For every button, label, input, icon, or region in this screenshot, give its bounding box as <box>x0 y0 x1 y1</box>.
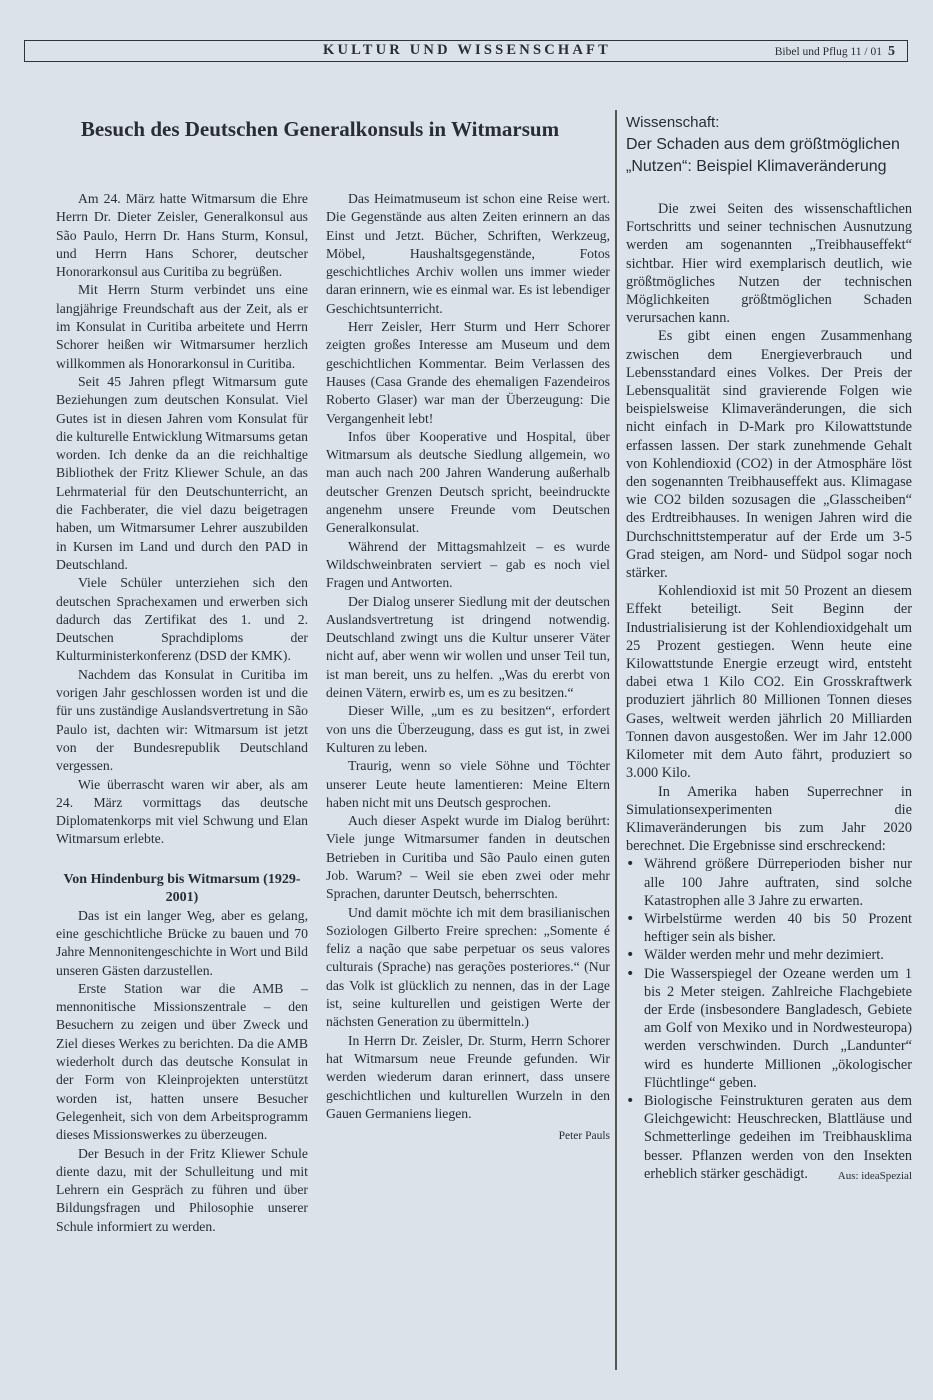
paragraph: Die zwei Seiten des wissenschaftlichen Fortschritts und seiner technischen Ausnutzung werden am sogenannten „Treibhauseffekt“ sichtbar. Hier wird exemplarisch deutlich, wie größtmögliches Nutzen der technischen Möglichkeiten größtmöglichen Schaden verursachen kann. <box>626 201 912 327</box>
bullet-text: Wälder werden mehr und mehr dezimiert. <box>644 947 884 964</box>
science-article <box>626 112 912 1185</box>
science-title: Der Schaden aus dem größtmöglichen „Nutzen“: Beispiel Klimaveränderung <box>626 136 900 175</box>
bullet-text: Während größere Dürreperioden bisher nur alle 100 Jahre auftraten, sind solche Katastrophen alle 3 Jahre zu erwarten. <box>644 856 912 909</box>
bullet-text: Biologische Feinstrukturen geraten aus dem Gleichgewicht: Heuschrecken, Blattläuse und Schmetterlinge gedeihen im Treibhausklima besser. Pflanzen werden von den Insekten erheblich stärker geschädigt. <box>644 1092 912 1182</box>
paragraph: Seit 45 Jahren pflegt Witmarsum gute Beziehungen zum deutschen Konsulat. Viel Gutes ist in diesen Jahren vom Konsulat für die kulturelle Entwicklung Witmarsums getan worden. Ich denke da an die reichhaltige Bibliothek der Fritz Kliewer Schule, an das Lehrmaterial für den Deutschunterricht, an die Fachberater, die viel dazu beigetragen haben, um Witmarsumer Lehrer auszubilden in Kursen im Land und durch den PAD in Deutschland. <box>56 373 308 572</box>
paragraph: Viele Schüler unterziehen sich den deutschen Sprachexamen und erwerben sich dadurch das Zertifikat des 1. und 2. Deutschen Sprachdiploms der Kulturministerkonferenz (DSD der KMK). <box>56 575 308 664</box>
bullet-icon: • <box>626 856 635 873</box>
issue-label: Bibel und Pflug 11 / 01 <box>774 46 882 58</box>
paragraph: In Herrn Dr. Zeisler, Dr. Sturm, Herrn Schorer hat Witmarsum neue Freunde gefunden. Wir werden wiederum daran erinnert, dass unsere geschichtlichen und kulturellen Wurzeln in den Gauen Germaniens liegen. <box>326 1032 610 1121</box>
paragraph: Der Besuch in der Fritz Kliewer Schule diente dazu, mit der Schulleitung und mit Lehrern ein Gespräch zu führen und über Bildungsfragen und Philosophie unserer Schule informiert zu werden. <box>56 1145 308 1234</box>
bullet-icon: • <box>626 1092 635 1109</box>
paragraph: Wie überrascht waren wir aber, als am 24. März vormittags das deutsche Diplomatenkorps mit viel Schwung und Elan Witmarsum erlebte. <box>56 776 308 847</box>
column-divider <box>615 110 617 1370</box>
section-title: KULTUR UND WISSENSCHAFT <box>323 42 611 58</box>
bullet-item <box>626 910 912 946</box>
paragraph: Erste Station war die AMB – mennonitische Missionszentrale – den Besuchern zu zeigen und über Zweck und Ziel dieses Werkes zu berichten. Da die AMB wiederholt durch das deutsche Konsulat in der Form von Kleinprojekten unterstützt worden ist, hatten unsere Besucher Gelegenheit, sich von dem Arbeitsprogramm dieses Missionswerkes zu überzeugen. <box>56 980 308 1143</box>
bullet-text: Wirbelstürme werden 40 bis 50 Prozent heftiger sein als bisher. <box>644 910 912 946</box>
science-kicker: Wissenschaft: <box>626 114 720 131</box>
bullet-item <box>626 855 912 910</box>
issue-info <box>775 44 895 60</box>
paragraph: Es gibt einen engen Zusammenhang zwischen dem Energieverbrauch und Lebensstandard eines Volkes. Der Preis der Lebensqualität sind gravierende Folgen wie beispielsweise Klimaveränderungen, die sich nicht einfach in D-Mark pro Kilowattstunde erfassen lassen. Der stark zunehmende Gehalt von Kohlendioxid (CO2) in der Atmosphäre löst den sogenannten Treibhauseffekt aus. Klimagase wie CO2 bilden sozusagen die „Glasscheiben“ des Erdtreibhauses. In wenigen Jahren wird die Durchschnittstemperatur auf der Erde um 3-5 Grad steigen, am Nord- und Südpol sogar noch stärker. <box>626 328 912 582</box>
paragraph: Herr Zeisler, Herr Sturm und Herr Schorer zeigten großes Interesse am Museum und dem geschichtlichen Kommentar. Beim Verlassen des Hauses (Casa Grande des ehemaligen Fazendeiros Roberto Glaser) war man der Überzeugung: Die Vergangenheit lebt! <box>326 319 610 426</box>
page-header <box>24 40 908 62</box>
paragraph: Dieser Wille, „um es zu besitzen“, erfordert von uns die Überzeugung, dass es gut ist, in zwei Kulturen zu leben. <box>326 703 610 755</box>
author-signature: Peter Pauls <box>558 1130 610 1143</box>
bullet-icon: • <box>626 965 635 982</box>
paragraph: Und damit möchte ich mit dem brasilianischen Soziologen Gilberto Freire sprechen: „Somente é feliz a nação que sabe perpetuar os seus valores culturais (Sprache) nas gerações posteriores.“ (Nur das Volk ist glücklich zu nennen, das in der Lage ist, seine kulturellen und geistigen Werte der nächsten Generation zu übermitteln.) <box>326 904 610 1030</box>
bullet-text: Die Wasserspiegel der Ozeane werden um 1 bis 2 Meter steigen. Zahlreiche Flachgebiete der Erde (insbesondere Bangladesch, Gebiete am Golf von Mexiko und in Nordwesteuropa) werden verschwinden. Durch „Landunter“ wird es hunderte Millionen „ökologischer Flüchtlinge“ geben. <box>644 965 912 1091</box>
science-headline <box>626 112 912 178</box>
bullet-icon: • <box>626 947 635 964</box>
paragraph: Das ist ein langer Weg, aber es gelang, eine geschichtliche Brücke zu bauen und 70 Jahre Mennonitengeschichte in Wort und Bild unseren Gästen darzustellen. <box>56 907 308 978</box>
paragraph: Auch dieser Aspekt wurde im Dialog berührt: Viele junge Witmarsumer fanden in deutschen Betrieben in Curitiba und São Paulo einen guten Job. Warum? – Weil sie eben zwei oder mehr Sprachen, darunter Deutsch, beherrschten. <box>326 813 610 902</box>
paragraph: Nachdem das Konsulat in Curitiba im vorigen Jahr geschlossen worden ist und die für uns zuständige Auslandsvertretung in São Paulo ist, dachten wir: Witmarsum ist jetzt von der Bundesrepublik Deutschland vergessen. <box>56 666 308 774</box>
bullet-icon: • <box>626 910 635 927</box>
bullet-item <box>626 946 912 964</box>
science-body <box>626 200 912 1185</box>
article-column-1 <box>56 190 308 1236</box>
article-title: Besuch des Deutschen Generalkonsuls in Witmarsum <box>80 117 560 141</box>
article-column-2 <box>326 190 610 1145</box>
paragraph: Das Heimatmuseum ist schon eine Reise wert. Die Gegenstände aus alten Zeiten erinnern an das Einst und Jetzt. Bücher, Schriften, Werkzeug, Möbel, Haushaltsgegenstände, Fotos geschichtliches Archiv wollen uns immer wieder daran erinnern, wie es einmal war. Es ist lebendiger Geschichtsunterricht. <box>326 191 610 316</box>
bullet-item <box>626 965 912 1092</box>
paragraph: Am 24. März hatte Witmarsum die Ehre Herrn Dr. Dieter Zeisler, Generalkonsul aus São Paulo, Herrn Dr. Hans Sturm, Konsul, und Herrn Hans Schorer, deutscher Honorarkonsul aus Curitiba zu begrüßen. <box>56 191 308 280</box>
paragraph: Kohlendioxid ist mit 50 Prozent an diesem Effekt beteiligt. Seit Beginn der Industrialisierung ist der Kohlendioxidgehalt um 25 Prozent gestiegen. Wenn heute eine Kilowattstunde Energie erzeugt wird, entsteht dabei etwa 1 Kilo CO2. Ein Grosskraftwerk produziert jährlich 80 Millionen Tonnen dieses Gases, weltweit werden jährlich 20 Milliarden Tonnen davon ausgestoßen. Wer im Jahr 12.000 Kilometer mit dem Auto fährt, produziert so 3.000 Kilo. <box>626 583 912 782</box>
paragraph: Traurig, wenn so viele Söhne und Töchter unserer Leute heute lamentieren: Meine Eltern haben nicht mit uns Deutsch gesprochen. <box>326 758 610 810</box>
source-credit: Aus: ideaSpezial <box>837 1169 912 1182</box>
page-number: 5 <box>888 44 895 59</box>
paragraph: Der Dialog unserer Siedlung mit der deutschen Auslandsvertretung ist dringend notwendig. Deutschland zwingt uns die Kultur unserer Väter nicht auf, aber wenn wir wollen und unser Teil tun, ist man bereit, uns zu helfen. „Was du ererbt von deinen Vätern, erwirb es, um es zu besitzen.“ <box>326 593 610 701</box>
subheading: Von Hindenburg bis Witmarsum (1929-2001) <box>63 871 301 905</box>
paragraph: Infos über Kooperative und Hospital, über Witmarsum als deutsche Siedlung allgemein, wo man auch nach 200 Jahren Wanderung außerhalb deutscher Grenzen Deutsch spricht, beeindruckte angenehm unsere Freunde vom Deutschen Generalkonsulat. <box>326 428 610 536</box>
paragraph: In Amerika haben Superrechner in Simulationsexperimenten die Klimaveränderungen bis zum Jahr 2020 berechnet. Die Ergebnisse sind erschreckend: <box>626 783 912 855</box>
paragraph: Mit Herrn Sturm verbindet uns eine langjährige Freundschaft aus der Zeit, als er im Konsulat in Curitiba arbeitete und Herrn Schorer heißen wir Witmarsumer herzlich willkommen als Honorarkonsul in Curitiba. <box>56 282 308 371</box>
paragraph: Während der Mittagsmahlzeit – es wurde Wildschweinbraten serviert – gab es noch viel Fragen und Antworten. <box>326 538 610 591</box>
